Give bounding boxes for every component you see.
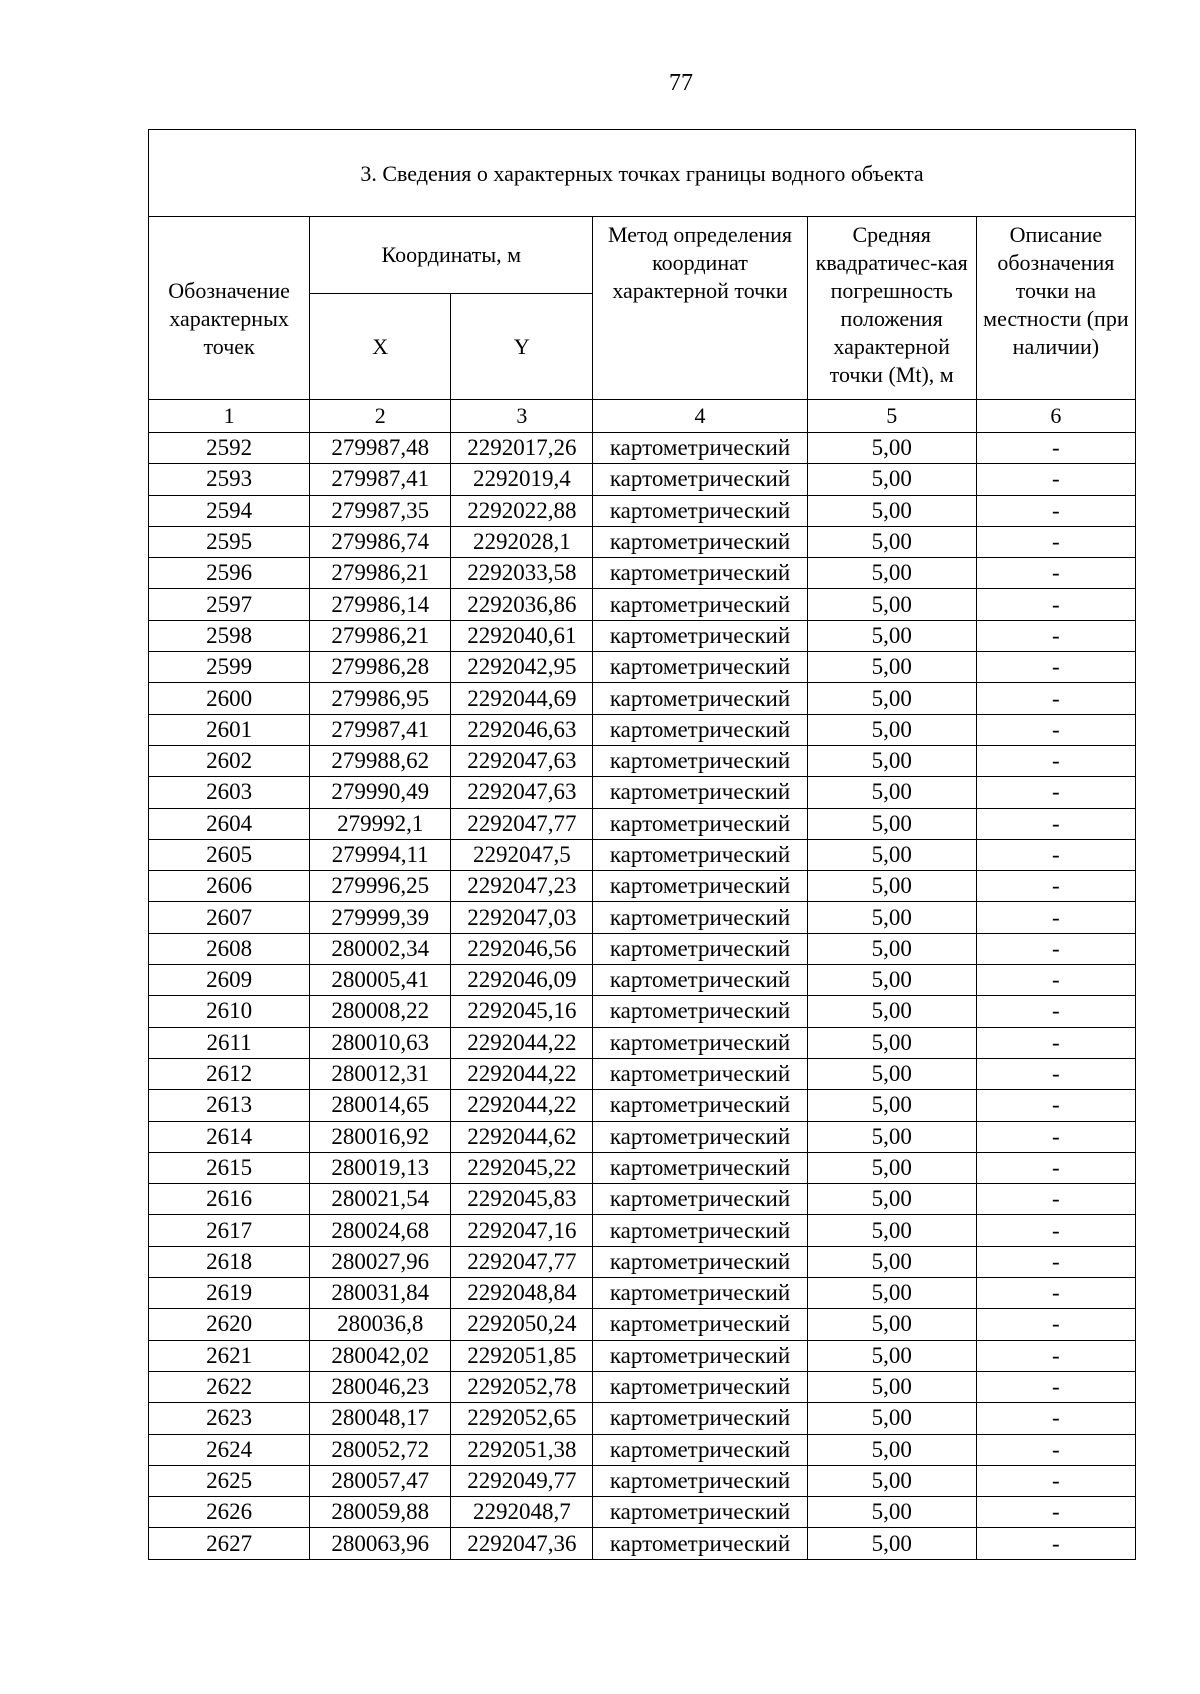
column-number: 4	[593, 400, 807, 433]
table-row	[149, 1215, 1136, 1246]
method-cell: картометрический	[593, 495, 807, 526]
header-method: Метод определения координат характерной точки	[593, 217, 807, 400]
table-row	[149, 902, 1136, 933]
x-coordinate-cell: 280010,63	[310, 1027, 451, 1058]
point-id-cell: 2610	[149, 996, 310, 1027]
point-id-cell: 2597	[149, 589, 310, 620]
description-cell: -	[976, 683, 1135, 714]
point-id-cell: 2594	[149, 495, 310, 526]
table-row	[149, 1340, 1136, 1371]
y-coordinate-cell: 2292050,24	[451, 1309, 593, 1340]
header-coordinates: Координаты, м	[310, 217, 593, 294]
y-coordinate-cell: 2292044,22	[451, 1058, 593, 1089]
x-coordinate-cell: 280002,34	[310, 933, 451, 964]
description-cell: -	[976, 1152, 1135, 1183]
description-cell: -	[976, 839, 1135, 870]
method-cell: картометрический	[593, 652, 807, 683]
description-cell: -	[976, 1434, 1135, 1465]
method-cell: картометрический	[593, 1215, 807, 1246]
y-coordinate-cell: 2292047,23	[451, 871, 593, 902]
method-cell: картометрический	[593, 433, 807, 464]
point-id-cell: 2608	[149, 933, 310, 964]
description-cell: -	[976, 1340, 1135, 1371]
error-cell: 5,00	[807, 1340, 976, 1371]
description-cell: -	[976, 558, 1135, 589]
table-row	[149, 1434, 1136, 1465]
description-cell: -	[976, 1027, 1135, 1058]
error-cell: 5,00	[807, 1497, 976, 1528]
method-cell: картометрический	[593, 1309, 807, 1340]
description-cell: -	[976, 871, 1135, 902]
point-id-cell: 2624	[149, 1434, 310, 1465]
y-coordinate-cell: 2292044,69	[451, 683, 593, 714]
method-cell: картометрический	[593, 1528, 807, 1559]
point-id-cell: 2622	[149, 1371, 310, 1402]
table-row	[149, 1497, 1136, 1528]
y-coordinate-cell: 2292049,77	[451, 1465, 593, 1496]
point-id-cell: 2605	[149, 839, 310, 870]
header-y: Y	[451, 294, 593, 400]
error-cell: 5,00	[807, 902, 976, 933]
error-cell: 5,00	[807, 683, 976, 714]
error-cell: 5,00	[807, 464, 976, 495]
method-cell: картометрический	[593, 1184, 807, 1215]
table-row	[149, 933, 1136, 964]
table-row	[149, 777, 1136, 808]
table-row	[149, 1528, 1136, 1559]
description-cell: -	[976, 1058, 1135, 1089]
y-coordinate-cell: 2292044,22	[451, 1090, 593, 1121]
y-coordinate-cell: 2292046,56	[451, 933, 593, 964]
error-cell: 5,00	[807, 745, 976, 776]
method-cell: картометрический	[593, 1497, 807, 1528]
error-cell: 5,00	[807, 1465, 976, 1496]
description-cell: -	[976, 1090, 1135, 1121]
table-row	[149, 808, 1136, 839]
table-row	[149, 1403, 1136, 1434]
description-cell: -	[976, 1246, 1135, 1277]
error-cell: 5,00	[807, 1215, 976, 1246]
method-cell: картометрический	[593, 683, 807, 714]
table-row	[149, 1371, 1136, 1402]
method-cell: картометрический	[593, 558, 807, 589]
error-cell: 5,00	[807, 714, 976, 745]
column-number: 3	[451, 400, 593, 433]
method-cell: картометрический	[593, 526, 807, 557]
x-coordinate-cell: 279996,25	[310, 871, 451, 902]
y-coordinate-cell: 2292047,03	[451, 902, 593, 933]
table-row	[149, 714, 1136, 745]
error-cell: 5,00	[807, 839, 976, 870]
point-id-cell: 2613	[149, 1090, 310, 1121]
y-coordinate-cell: 2292052,65	[451, 1403, 593, 1434]
x-coordinate-cell: 280021,54	[310, 1184, 451, 1215]
point-id-cell: 2617	[149, 1215, 310, 1246]
table-row	[149, 683, 1136, 714]
x-coordinate-cell: 279990,49	[310, 777, 451, 808]
error-cell: 5,00	[807, 1403, 976, 1434]
description-cell: -	[976, 1309, 1135, 1340]
x-coordinate-cell: 280042,02	[310, 1340, 451, 1371]
y-coordinate-cell: 2292019,4	[451, 464, 593, 495]
header-designation: Обозначение характерных точек	[149, 217, 310, 400]
y-coordinate-cell: 2292036,86	[451, 589, 593, 620]
table-row	[149, 1309, 1136, 1340]
error-cell: 5,00	[807, 526, 976, 557]
x-coordinate-cell: 279986,21	[310, 620, 451, 651]
point-id-cell: 2614	[149, 1121, 310, 1152]
x-coordinate-cell: 280031,84	[310, 1278, 451, 1309]
point-id-cell: 2606	[149, 871, 310, 902]
point-id-cell: 2599	[149, 652, 310, 683]
table-row	[149, 652, 1136, 683]
table-row	[149, 1184, 1136, 1215]
header-error: Средняя квадратичес-кая погрешность положения характерной точки (Mt), м	[807, 217, 976, 400]
x-coordinate-cell: 279999,39	[310, 902, 451, 933]
x-coordinate-cell: 280024,68	[310, 1215, 451, 1246]
table-row	[149, 495, 1136, 526]
point-id-cell: 2592	[149, 433, 310, 464]
description-cell: -	[976, 808, 1135, 839]
y-coordinate-cell: 2292017,26	[451, 433, 593, 464]
point-id-cell: 2603	[149, 777, 310, 808]
x-coordinate-cell: 280046,23	[310, 1371, 451, 1402]
error-cell: 5,00	[807, 933, 976, 964]
description-cell: -	[976, 620, 1135, 651]
y-coordinate-cell: 2292048,7	[451, 1497, 593, 1528]
y-coordinate-cell: 2292047,77	[451, 808, 593, 839]
point-id-cell: 2600	[149, 683, 310, 714]
point-id-cell: 2602	[149, 745, 310, 776]
error-cell: 5,00	[807, 1528, 976, 1559]
x-coordinate-cell: 280008,22	[310, 996, 451, 1027]
y-coordinate-cell: 2292033,58	[451, 558, 593, 589]
y-coordinate-cell: 2292022,88	[451, 495, 593, 526]
column-number: 6	[976, 400, 1135, 433]
error-cell: 5,00	[807, 777, 976, 808]
y-coordinate-cell: 2292047,5	[451, 839, 593, 870]
description-cell: -	[976, 589, 1135, 620]
x-coordinate-cell: 279986,21	[310, 558, 451, 589]
table-row	[149, 1090, 1136, 1121]
boundary-points-table-wrap	[148, 129, 1136, 1560]
error-cell: 5,00	[807, 1058, 976, 1089]
description-cell: -	[976, 1121, 1135, 1152]
method-cell: картометрический	[593, 1465, 807, 1496]
method-cell: картометрический	[593, 589, 807, 620]
column-number: 2	[310, 400, 451, 433]
table-row	[149, 433, 1136, 464]
y-coordinate-cell: 2292042,95	[451, 652, 593, 683]
error-cell: 5,00	[807, 1121, 976, 1152]
y-coordinate-cell: 2292028,1	[451, 526, 593, 557]
method-cell: картометрический	[593, 902, 807, 933]
table-row	[149, 965, 1136, 996]
error-cell: 5,00	[807, 1184, 976, 1215]
table-title: 3. Сведения о характерных точках границы водного объекта	[149, 130, 1136, 217]
description-cell: -	[976, 902, 1135, 933]
y-coordinate-cell: 2292051,85	[451, 1340, 593, 1371]
table-row	[149, 1121, 1136, 1152]
x-coordinate-cell: 280005,41	[310, 965, 451, 996]
method-cell: картометрический	[593, 1152, 807, 1183]
error-cell: 5,00	[807, 652, 976, 683]
table-row	[149, 996, 1136, 1027]
table-row	[149, 745, 1136, 776]
error-cell: 5,00	[807, 620, 976, 651]
y-coordinate-cell: 2292047,36	[451, 1528, 593, 1559]
column-number: 1	[149, 400, 310, 433]
y-coordinate-cell: 2292045,16	[451, 996, 593, 1027]
x-coordinate-cell: 279988,62	[310, 745, 451, 776]
y-coordinate-cell: 2292051,38	[451, 1434, 593, 1465]
error-cell: 5,00	[807, 1027, 976, 1058]
column-number: 5	[807, 400, 976, 433]
point-id-cell: 2601	[149, 714, 310, 745]
header-x: X	[310, 294, 451, 400]
y-coordinate-cell: 2292046,09	[451, 965, 593, 996]
y-coordinate-cell: 2292047,63	[451, 745, 593, 776]
y-coordinate-cell: 2292047,77	[451, 1246, 593, 1277]
method-cell: картометрический	[593, 871, 807, 902]
table-row	[149, 1058, 1136, 1089]
method-cell: картометрический	[593, 620, 807, 651]
description-cell: -	[976, 1465, 1135, 1496]
error-cell: 5,00	[807, 589, 976, 620]
description-cell: -	[976, 495, 1135, 526]
point-id-cell: 2611	[149, 1027, 310, 1058]
point-id-cell: 2616	[149, 1184, 310, 1215]
description-cell: -	[976, 1497, 1135, 1528]
error-cell: 5,00	[807, 1152, 976, 1183]
method-cell: картометрический	[593, 464, 807, 495]
x-coordinate-cell: 279987,41	[310, 464, 451, 495]
x-coordinate-cell: 280036,8	[310, 1309, 451, 1340]
point-id-cell: 2619	[149, 1278, 310, 1309]
y-coordinate-cell: 2292052,78	[451, 1371, 593, 1402]
table-row	[149, 839, 1136, 870]
x-coordinate-cell: 280016,92	[310, 1121, 451, 1152]
method-cell: картометрический	[593, 1121, 807, 1152]
description-cell: -	[976, 464, 1135, 495]
error-cell: 5,00	[807, 808, 976, 839]
description-cell: -	[976, 433, 1135, 464]
table-row	[149, 558, 1136, 589]
method-cell: картометрический	[593, 1403, 807, 1434]
table-row	[149, 1027, 1136, 1058]
point-id-cell: 2618	[149, 1246, 310, 1277]
point-id-cell: 2625	[149, 1465, 310, 1496]
y-coordinate-cell: 2292047,16	[451, 1215, 593, 1246]
y-coordinate-cell: 2292048,84	[451, 1278, 593, 1309]
description-cell: -	[976, 714, 1135, 745]
table-row	[149, 1152, 1136, 1183]
x-coordinate-cell: 280014,65	[310, 1090, 451, 1121]
description-cell: -	[976, 965, 1135, 996]
x-coordinate-cell: 279987,41	[310, 714, 451, 745]
method-cell: картометрический	[593, 1278, 807, 1309]
y-coordinate-cell: 2292044,62	[451, 1121, 593, 1152]
method-cell: картометрический	[593, 808, 807, 839]
description-cell: -	[976, 1278, 1135, 1309]
method-cell: картометрический	[593, 996, 807, 1027]
error-cell: 5,00	[807, 1090, 976, 1121]
x-coordinate-cell: 280019,13	[310, 1152, 451, 1183]
x-coordinate-cell: 280063,96	[310, 1528, 451, 1559]
point-id-cell: 2596	[149, 558, 310, 589]
table-row	[149, 1278, 1136, 1309]
method-cell: картометрический	[593, 714, 807, 745]
point-id-cell: 2615	[149, 1152, 310, 1183]
table-row	[149, 589, 1136, 620]
point-id-cell: 2607	[149, 902, 310, 933]
y-coordinate-cell: 2292047,63	[451, 777, 593, 808]
point-id-cell: 2621	[149, 1340, 310, 1371]
description-cell: -	[976, 652, 1135, 683]
error-cell: 5,00	[807, 1434, 976, 1465]
error-cell: 5,00	[807, 965, 976, 996]
error-cell: 5,00	[807, 1278, 976, 1309]
method-cell: картометрический	[593, 1340, 807, 1371]
boundary-points-table	[148, 129, 1136, 1560]
error-cell: 5,00	[807, 433, 976, 464]
description-cell: -	[976, 1528, 1135, 1559]
y-coordinate-cell: 2292045,22	[451, 1152, 593, 1183]
point-id-cell: 2593	[149, 464, 310, 495]
error-cell: 5,00	[807, 495, 976, 526]
method-cell: картометрический	[593, 965, 807, 996]
x-coordinate-cell: 279986,14	[310, 589, 451, 620]
table-row	[149, 526, 1136, 557]
y-coordinate-cell: 2292044,22	[451, 1027, 593, 1058]
description-cell: -	[976, 1403, 1135, 1434]
error-cell: 5,00	[807, 996, 976, 1027]
method-cell: картометрический	[593, 745, 807, 776]
description-cell: -	[976, 996, 1135, 1027]
x-coordinate-cell: 280027,96	[310, 1246, 451, 1277]
method-cell: картометрический	[593, 1246, 807, 1277]
x-coordinate-cell: 279986,74	[310, 526, 451, 557]
x-coordinate-cell: 279987,35	[310, 495, 451, 526]
x-coordinate-cell: 280059,88	[310, 1497, 451, 1528]
description-cell: -	[976, 933, 1135, 964]
point-id-cell: 2612	[149, 1058, 310, 1089]
method-cell: картометрический	[593, 1371, 807, 1402]
x-coordinate-cell: 280057,47	[310, 1465, 451, 1496]
x-coordinate-cell: 279986,95	[310, 683, 451, 714]
description-cell: -	[976, 1371, 1135, 1402]
x-coordinate-cell: 280012,31	[310, 1058, 451, 1089]
table-row	[149, 620, 1136, 651]
method-cell: картометрический	[593, 933, 807, 964]
error-cell: 5,00	[807, 1309, 976, 1340]
point-id-cell: 2598	[149, 620, 310, 651]
method-cell: картометрический	[593, 1058, 807, 1089]
point-id-cell: 2623	[149, 1403, 310, 1434]
table-row	[149, 1246, 1136, 1277]
table-row	[149, 464, 1136, 495]
error-cell: 5,00	[807, 871, 976, 902]
point-id-cell: 2609	[149, 965, 310, 996]
y-coordinate-cell: 2292040,61	[451, 620, 593, 651]
y-coordinate-cell: 2292045,83	[451, 1184, 593, 1215]
x-coordinate-cell: 280052,72	[310, 1434, 451, 1465]
x-coordinate-cell: 279986,28	[310, 652, 451, 683]
page-number: 77	[669, 70, 693, 96]
table-row	[149, 871, 1136, 902]
point-id-cell: 2620	[149, 1309, 310, 1340]
method-cell: картометрический	[593, 1434, 807, 1465]
point-id-cell: 2604	[149, 808, 310, 839]
method-cell: картометрический	[593, 1090, 807, 1121]
description-cell: -	[976, 777, 1135, 808]
table-row	[149, 1465, 1136, 1496]
x-coordinate-cell: 279992,1	[310, 808, 451, 839]
x-coordinate-cell: 279994,11	[310, 839, 451, 870]
method-cell: картометрический	[593, 839, 807, 870]
description-cell: -	[976, 745, 1135, 776]
description-cell: -	[976, 526, 1135, 557]
x-coordinate-cell: 280048,17	[310, 1403, 451, 1434]
method-cell: картометрический	[593, 1027, 807, 1058]
description-cell: -	[976, 1215, 1135, 1246]
point-id-cell: 2626	[149, 1497, 310, 1528]
error-cell: 5,00	[807, 1246, 976, 1277]
method-cell: картометрический	[593, 777, 807, 808]
error-cell: 5,00	[807, 1371, 976, 1402]
point-id-cell: 2595	[149, 526, 310, 557]
description-cell: -	[976, 1184, 1135, 1215]
x-coordinate-cell: 279987,48	[310, 433, 451, 464]
header-description: Описание обозначения точки на местности (при наличии)	[976, 217, 1135, 400]
point-id-cell: 2627	[149, 1528, 310, 1559]
error-cell: 5,00	[807, 558, 976, 589]
y-coordinate-cell: 2292046,63	[451, 714, 593, 745]
